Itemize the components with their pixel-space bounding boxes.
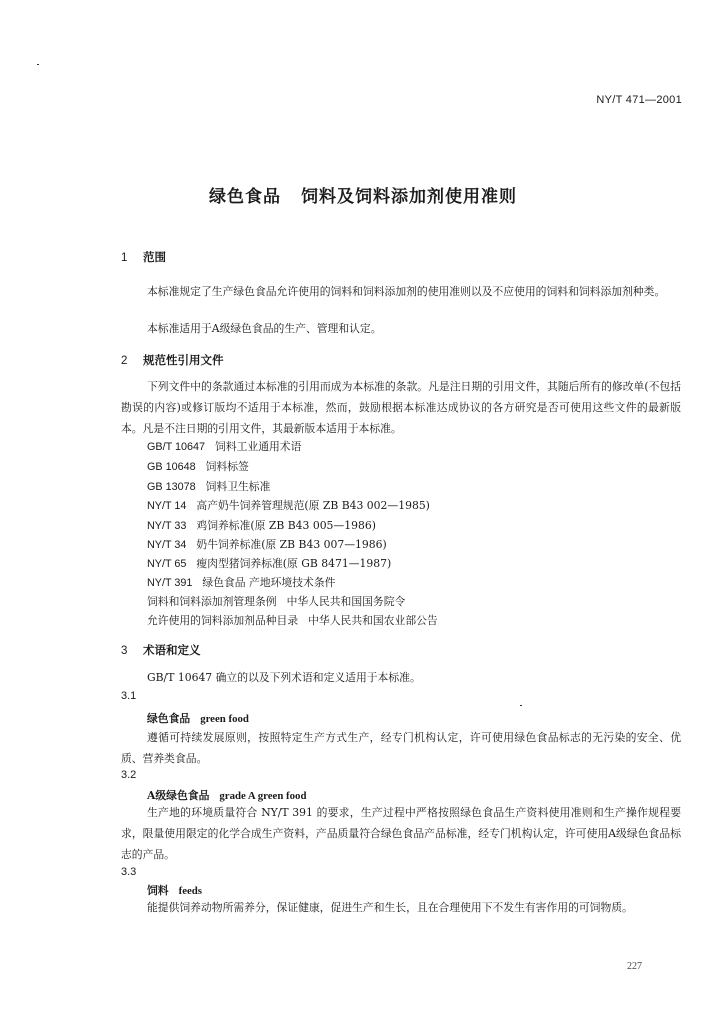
term-heading <box>147 883 202 898</box>
section-1-paragraph-2: 本标准适用于A级绿色食品的生产、管理和认定。 <box>147 322 382 335</box>
section-2-intro: 下列文件中的条款通过本标准的引用而成为本标准的条款。凡是注日期的引用文件，其随后所有的修改单(不包括勘误的内容)或修订版均不适用于本标准，然而，鼓励根据本标准达成协议的各方研究是否可使用这些文件的最新版本。凡是不注日期的引用文件，其最新版本适用于本标准。 <box>121 380 681 435</box>
reference-code: NY/T 34 <box>147 539 187 551</box>
section-3-intro: GB/T 10647 确立的以及下列术语和定义适用于本标准。 <box>147 671 421 684</box>
reference-code: NY/T 33 <box>147 520 187 532</box>
section-number: 2 <box>121 355 128 367</box>
reference-code: GB/T 10647 <box>147 441 206 453</box>
term-number: 3.1 <box>121 690 137 702</box>
section-number: 1 <box>121 252 128 264</box>
reference-title: 奶牛饲养标准(原 ZB B43 007—1986) <box>196 538 387 551</box>
term-heading <box>147 788 306 803</box>
section-title: 范围 <box>143 250 166 264</box>
reference-title: 瘦肉型猪饲养标准(原 GB 8471—1987) <box>196 557 392 570</box>
term-en: feeds <box>178 885 202 897</box>
reference-title: 饲料工业通用术语 <box>215 440 302 453</box>
term-zh: 绿色食品 <box>147 712 191 725</box>
reference-title: 饲料卫生标准 <box>205 480 271 493</box>
document-title <box>0 182 726 207</box>
term-zh: A级绿色食品 <box>147 789 210 802</box>
section-1-paragraph-1: 本标准规定了生产绿色食品允许使用的饲料和饲料添加剂的使用准则以及不应使用的饲料和饲料添加剂种类。 <box>147 285 666 298</box>
reference-code: GB 13078 <box>147 481 196 493</box>
term-definition: 遵循可持续发展原则，按照特定生产方式生产，经专门机构认定，许可使用绿色食品标志的无污染的安全、优质、营养类食品。 <box>121 731 681 765</box>
scan-speck <box>520 705 522 706</box>
reference-item <box>147 436 301 458</box>
reference-title: 中华人民共和国国务院令 <box>286 595 406 608</box>
title-part-1: 绿色食品 <box>209 187 281 207</box>
reference-title: 饲料标签 <box>205 460 249 473</box>
reference-code: NY/T 391 <box>147 577 193 589</box>
term-definition: 生产地的环境质量符合 NY/T 391 的要求，生产过程中严格按照绿色食品生产资料使用准则和生产操作规程要求，限量使用限定的化学合成生产资料，产品质量符合绿色食品产品标准，经专门机构认定，许可使用A级绿色食品标志的产品。 <box>121 806 681 861</box>
section-1-heading <box>121 249 166 265</box>
term-number: 3.2 <box>121 769 137 781</box>
reference-title: 高产奶牛饲养管理规范(原 ZB B43 002—1985) <box>196 499 430 512</box>
reference-code: 允许使用的饲料添加剂品种目录 <box>147 614 299 627</box>
section-2-heading <box>121 352 224 368</box>
reference-item <box>147 495 430 517</box>
term-heading <box>147 711 249 726</box>
standard-code: NY/T 471—2001 <box>596 94 682 106</box>
term-en: green food <box>200 713 249 725</box>
reference-title: 鸡饲养标准(原 ZB B43 005—1986) <box>196 519 376 532</box>
reference-code: NY/T 65 <box>147 558 187 570</box>
term-zh: 饲料 <box>147 884 169 897</box>
term-en: grade A green food <box>219 790 307 802</box>
term-definition: 能提供饲养动物所需养分，保证健康，促进生产和生长，且在合理使用下不发生有害作用的可饲物质。 <box>147 901 633 914</box>
reference-code: 饲料和饲料添加剂管理条例 <box>147 595 277 608</box>
section-3-heading <box>121 642 201 658</box>
reference-item <box>147 591 405 612</box>
scan-speck <box>37 64 39 65</box>
reference-title: 绿色食品 产地环境技术条件 <box>202 576 336 589</box>
term-number: 3.3 <box>121 866 137 878</box>
page-number: 227 <box>627 961 642 972</box>
reference-code: NY/T 14 <box>147 500 187 512</box>
reference-item <box>147 610 438 631</box>
reference-item <box>147 456 249 478</box>
section-title: 规范性引用文件 <box>143 353 224 367</box>
section-title: 术语和定义 <box>143 643 201 657</box>
title-part-2: 饲料及饲料添加剂使用准则 <box>301 187 517 207</box>
reference-title: 中华人民共和国农业部公告 <box>308 614 438 627</box>
section-number: 3 <box>121 645 128 657</box>
reference-code: GB 10648 <box>147 461 196 473</box>
